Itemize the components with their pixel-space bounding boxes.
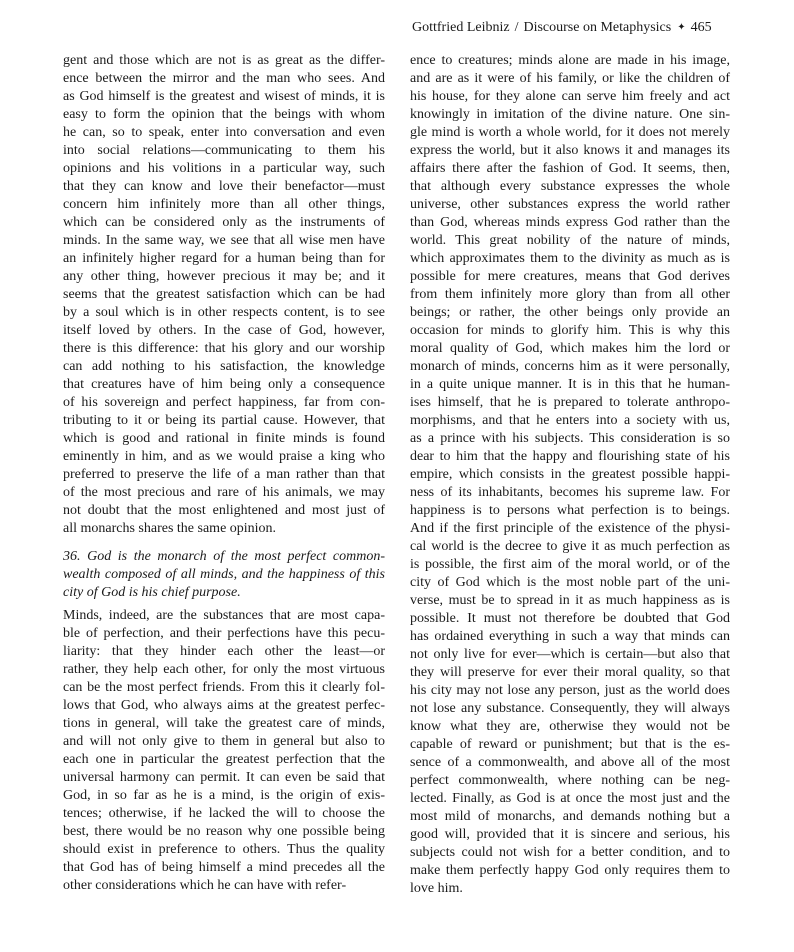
text-line: by a soul which is in other respects content, is to see	[63, 305, 385, 320]
text-line: tences; otherwise, if he lacked the will to choose the	[63, 806, 385, 821]
text-line: rather, they help each other, for only the most virtuous	[63, 662, 385, 677]
text-line: city of God which is the most noble part of the uni-	[410, 575, 730, 590]
text-line: ence to creatures; minds alone are made in his image,	[410, 53, 730, 68]
text-line: capable of reward or punishment; but that is the es-	[410, 737, 730, 752]
text-line: of the most precious and rare of his animals, we may	[63, 485, 385, 500]
text-line: most mild of monarchs, and demands nothing but a	[410, 809, 730, 824]
text-line: wealth composed of all minds, and the happiness of this	[63, 567, 385, 582]
text-line: sence of a commonwealth, and above all of the most	[410, 755, 730, 770]
text-line: itself loved by others. In the case of God, however,	[63, 323, 385, 338]
text-line: happiness is to persons what perfection is to beings.	[410, 503, 730, 518]
text-line: city of God is his chief purpose.	[63, 585, 241, 600]
text-line: not lose any substance. Consequently, they will always	[410, 701, 730, 716]
text-line: of his sovereign and perfect happiness, far from con-	[63, 395, 385, 410]
text-line: he can, so to speak, enter into conversation and even	[63, 125, 385, 140]
text-line: love him.	[410, 881, 463, 896]
text-line: that although every substance expresses the whole	[410, 179, 730, 194]
text-line: there is this difference: that his glory and our worship	[63, 341, 385, 356]
header-author: Gottfried Leibniz	[412, 20, 510, 35]
text-line: universe, other substances express the world rather	[410, 197, 730, 212]
text-line: seems that the greatest satisfaction which can be had	[63, 287, 385, 302]
text-line: occasion for minds to glorify him. This is why this	[410, 323, 730, 338]
text-line: his house, for they alone can serve him freely and act	[410, 89, 730, 104]
text-line: that God has of being himself a mind precedes all the	[63, 860, 385, 875]
text-line: each one in particular the greatest perfection that the	[63, 752, 385, 767]
text-line: dear to him that the happy and flourishing state of his	[410, 449, 730, 464]
text-line: monarch of minds, concerns him as it were personally,	[410, 359, 730, 374]
text-line: they will preserve for ever their moral quality, so that	[410, 665, 730, 680]
left-paragraph-1	[63, 52, 385, 538]
text-line: can be the most perfect friends. From this it clearly fol-	[63, 680, 385, 695]
text-line: universal harmony can permit. It can even be said that	[63, 770, 385, 785]
text-line: Minds, indeed, are the substances that are most capa-	[63, 608, 385, 623]
text-line: that they can know and love their benefactor—must	[63, 179, 385, 194]
text-line: world. This great nobility of the nature of minds,	[410, 233, 730, 248]
text-line: into social relations—communicating to them his	[63, 143, 385, 158]
text-line: make them perfectly happy God only requires them to	[410, 863, 730, 878]
text-line: perfect commonwealth, where nothing can be neg-	[410, 773, 730, 788]
text-line: and will not only give to them in general but also to	[63, 734, 385, 749]
text-line: gent and those which are not is as great as the differ-	[63, 53, 385, 68]
text-line: eminently in him, and as we would praise a king who	[63, 449, 385, 464]
text-line: subjects could not wish for a better condition, and to	[410, 845, 730, 860]
text-line: best, there would be no reason why one possible being	[63, 824, 385, 839]
text-line: should exist in preference to others. Thus the quality	[63, 842, 385, 857]
header-separator: /	[514, 20, 519, 35]
text-line: not doubt that the most enlightened and most just of	[63, 503, 385, 518]
text-line: lows that God, who always aims at the greatest perfec-	[63, 698, 385, 713]
text-line: other considerations which he can have with refer-	[63, 878, 347, 893]
text-line: than God, whereas minds express God rather than the	[410, 215, 730, 230]
text-line: which is good and rational in finite minds is found	[63, 431, 385, 446]
text-line: tions in general, will take the greatest care of minds,	[63, 716, 385, 731]
text-line: his city may not lose any person, just as the world does	[410, 683, 730, 698]
section-36-heading	[63, 548, 385, 602]
text-line: from them infinitely more glory than from all other	[410, 287, 730, 302]
text-line: as a prince with his subjects. This consideration is so	[410, 431, 730, 446]
text-line: empire, which consists in the greatest possible happi-	[410, 467, 730, 482]
text-line: ness of its inhabitants, becomes his supreme law. For	[410, 485, 730, 500]
text-line: an infinitely higher regard for a human being than for	[63, 251, 385, 266]
left-paragraph-2	[63, 607, 385, 895]
text-line: which can be considered only as the instruments of	[63, 215, 385, 230]
text-line: liarity: that they hinder each other the least—or	[63, 644, 385, 659]
diamond-ornament-icon: ✦	[677, 22, 686, 33]
text-line: is possible, the first aim of the moral world, or of the	[410, 557, 730, 572]
header-title: Discourse on Metaphysics	[523, 20, 672, 35]
right-column	[410, 52, 730, 898]
text-line: ence between the mirror and the man who sees. And	[63, 71, 385, 86]
text-line: any other thing, however precious it may be; and it	[63, 269, 385, 284]
text-line: can add nothing to his satisfaction, the knowledge	[63, 359, 385, 374]
text-line: all monarchs shares the same opinion.	[63, 521, 277, 536]
text-line: morphisms, and that he enters into a society with us,	[410, 413, 730, 428]
text-line: affairs there after the fashion of God. It seems, then,	[410, 161, 730, 176]
text-line: tributing to it or being its partial cause. However, that	[63, 413, 385, 428]
text-line: opinions and his volitions in a particular way, such	[63, 161, 385, 176]
page-number: 465	[690, 20, 712, 35]
text-line: minds. In the same way, we see that all wise men have	[63, 233, 385, 248]
text-line: verse, must be to spread in it as much happiness as is	[410, 593, 730, 608]
text-line: that creatures have of him being only a consequence	[63, 377, 385, 392]
text-line: preferred to preserve the life of a man rather than that	[63, 467, 385, 482]
text-line: possible. It must not therefore be doubted that God	[410, 611, 730, 626]
text-line: concern him infinitely more than all other things,	[63, 197, 385, 212]
text-line: not only live for ever—which is certain—but also that	[410, 647, 730, 662]
text-line: express the world, but it also knows it and manages its	[410, 143, 730, 158]
text-line: knowingly in imitation of the divine nature. One sin-	[410, 107, 730, 122]
text-line: which approximates them to the divinity as much as is	[410, 251, 730, 266]
right-paragraph-1	[410, 52, 730, 898]
text-line: possible for mere creatures, means that God derives	[410, 269, 730, 284]
text-line: God, in so far as he is a mind, is the origin of exis-	[63, 788, 385, 803]
text-line: gle mind is worth a whole world, for it does not merely	[410, 125, 730, 140]
left-column	[63, 52, 385, 895]
text-line: has ordained everything in such a way that minds can	[410, 629, 730, 644]
text-line: easy to form the opinion that the beings with whom	[63, 107, 385, 122]
text-line: good will, provided that it is sincere and serious, his	[410, 827, 730, 842]
text-line: know what they are, otherwise they would not be	[410, 719, 730, 734]
text-line: in a quite unique manner. It is in this that he human-	[410, 377, 730, 392]
text-line: as God himself is the greatest and wisest of minds, it is	[63, 89, 385, 104]
text-line: And if the first principle of the existence of the physi-	[410, 521, 730, 536]
text-line: ises himself, that he is prepared to tolerate anthropo-	[410, 395, 730, 410]
text-line: 36. God is the monarch of the most perfect common-	[63, 549, 385, 564]
text-line: lected. Finally, as God is at once the most just and the	[410, 791, 730, 806]
text-line: cal world is the decree to give it as much perfection as	[410, 539, 730, 554]
text-line: moral quality of God, which makes him the lord or	[410, 341, 730, 356]
text-line: beings; or rather, the other beings only provide an	[410, 305, 730, 320]
running-header	[412, 19, 732, 38]
text-line: and are as it were of his family, or like the children of	[410, 71, 730, 86]
text-line: ble of perfection, and their perfections have this pecu-	[63, 626, 385, 641]
